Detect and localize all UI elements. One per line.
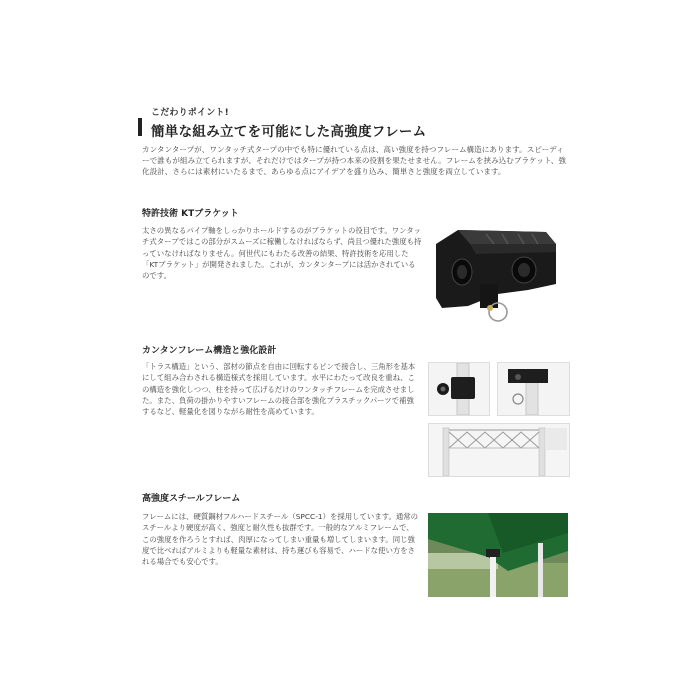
section-heading-frame-structure: カンタンフレーム構造と強化設計 [142, 346, 277, 356]
section-body-frame-structure: 「トラス構造」という、部材の節点を自由に回転するピンで接合し、三角形を基本にして組み合わされる構造様式を採用しています。水平にわたって改良を重ね、この構造を強化しつつ、柱を持って広げるだけのワンタッチフレームを完成させました。また、負荷の掛かりやすいフレームの接合部を強化プラスチックパーツで補強するなど、軽量化を図りながら耐性を高めています。 [142, 362, 416, 417]
joint-detail-photo-2 [497, 362, 570, 416]
section-heading-kt-bracket: 特許技術 KTブラケット [142, 209, 239, 219]
section-kicker: こだわりポイント! [151, 108, 229, 118]
section-body-steel-frame: フレームには、硬質鋼材フルハードスチール（SPCC-1）を採用しています。通常のスチールより硬度が高く、強度と耐久性も抜群です。一般的なアルミフレームで、この強度を作ろうとすれば、肉厚になってしまい重量も増してしまいます。同じ強度で比べればアルミよりも軽量な素材は、持ち運びも容易で、ハードな使い方をされる場合でも安心です。 [142, 512, 419, 567]
title-accent-bar [138, 118, 142, 136]
steel-frame-photo [428, 513, 568, 597]
section-heading-steel-frame: 高強度スチールフレーム [142, 494, 241, 504]
kt-bracket-photo [428, 222, 568, 332]
truss-frame-photo [428, 423, 570, 477]
joint-detail-photo-1 [428, 362, 490, 416]
intro-paragraph: カンタンタープが、ワンタッチ式タープの中でも特に優れている点は、高い強度を持つフレーム構造にあります。スピーディーで誰もが組み立てられますが、それだけではタープが持つ本来の役割を果たせません。フレームを挟み込むブラケット、強化設計、さらには素材にいたるまで、あらゆる点にアイデアを盛り込み、簡単さと強度を両立しています。 [142, 145, 566, 177]
section-body-kt-bracket: 太さの異なるパイプ軸をしっかりホールドするのがブラケットの役目です。ワンタッチ式タープではこの部分がスムーズに稼働しなければならず、尚且つ優れた強度も持っていなければなりません。何世代にもわたる改善の結果、特許技術を応用した「KTブラケット」が開発されました。これが、カンタンタープには活かされているのです。 [142, 226, 422, 281]
page-title: 簡単な組み立てを可能にした高強度フレーム [151, 124, 427, 140]
